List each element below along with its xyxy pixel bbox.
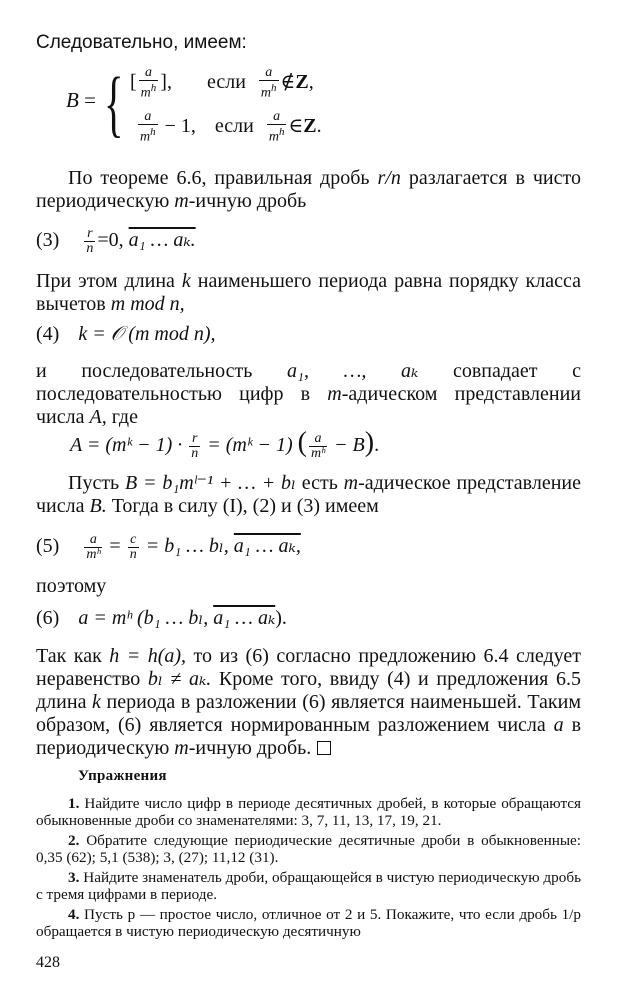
case-2: $\frac{a}{m^h}$ − 1, если $\frac{a}{m^h}$ ∈Z.: [140, 109, 322, 145]
equation-label: (3): [36, 229, 60, 251]
exercises-heading: Упражнения: [78, 768, 167, 784]
equation-6: (6) a = mʰ (b₁ … bₗ, a₁ … aₖ).: [36, 607, 287, 629]
equation-label: (4): [36, 323, 60, 345]
intro-line: [36, 32, 581, 54]
intro-text: Следовательно, имеем:: [36, 32, 247, 53]
equation-3: (3) $\frac{r}{n}$ =0, a₁ … aₖ.: [36, 225, 196, 256]
var-B: B: [66, 88, 79, 112]
paragraph-period-length: При этом длина k наименьшего периода равна порядку класса вычетов m mod n,: [36, 270, 582, 315]
equation-label: (5): [36, 535, 60, 557]
word-therefore: поэтому: [36, 575, 107, 597]
exercise-item: 2. Обратите следующие периодические десятичные дроби в обыкновенные: 0,35 (62); 5,1 (538); 3, (27); 11,12 (31).: [36, 832, 582, 866]
paragraph-conclusion: Так как h = h(a), то из (6) согласно предложению 6.4 следует неравенство bₗ ≠ aₖ. Кроме того, ввиду (4) и предложения 6.5 длина k периода в разложении (6) является наименьшей. Таким образом, (6) является нормированным разложением числа a в периодическую m-ичную дробь.: [36, 645, 582, 759]
paragraph-sequence: и последовательность a₁, …, aₖ совпадает с последовательностью цифр в m-адическом представлении числа A, где: [36, 360, 582, 428]
equation-label: (6): [36, 607, 60, 629]
equation-5: (5) $\frac{a}{\text{mʰ}}$ = $\frac{c}{n}$ = b₁ … bₗ, a₁ … aₖ,: [36, 531, 301, 562]
equation-4: (4) k = 𝒪 (m mod n),: [36, 323, 216, 345]
exercise-list: [36, 795, 581, 940]
paragraph-theorem-6-6: По теореме 6.6, правильная дробь r/n разлагается в чисто периодическую m-ичную дробь: [36, 167, 581, 212]
left-brace: {: [104, 63, 124, 145]
equation-A: A = (mᵏ − 1) · $\frac{r}{n}$ = (mᵏ − 1) ( $\frac{a}{\text{mʰ}}$ − B).: [70, 427, 380, 461]
exercise-item: 3. Найдите знаменатель дроби, обращающейся в чистую периодическую дробь с тремя цифрами в периоде.: [36, 869, 581, 903]
paragraph-b-expansion: Пусть B = b₁mˡ⁻¹ + … + bₗ есть m-адическое представление числа B. Тогда в силу (I), (2) и (3) имеем: [36, 472, 582, 517]
exercise-item: 1. Найдите число цифр в периоде десятичных дробей, в которые обращаются обыкновенные дроби со знаменателями: 3, 7, 11, 13, 17, 19, 21.: [36, 795, 581, 829]
piecewise-formula: [36, 60, 581, 150]
qed-square-icon: [317, 741, 331, 755]
page-number: 428: [36, 954, 60, 971]
exercise-item: 4. Пусть p — простое число, отличное от 2 и 5. Покажите, что если дробь 1/p обращается в чистую периодическую десятичную: [36, 906, 581, 940]
equals-sign: =: [84, 88, 96, 112]
case-1: [ $\frac{a}{m^h}$ ], если $\frac{a}{m^h}$ ∉Z,: [130, 65, 314, 101]
